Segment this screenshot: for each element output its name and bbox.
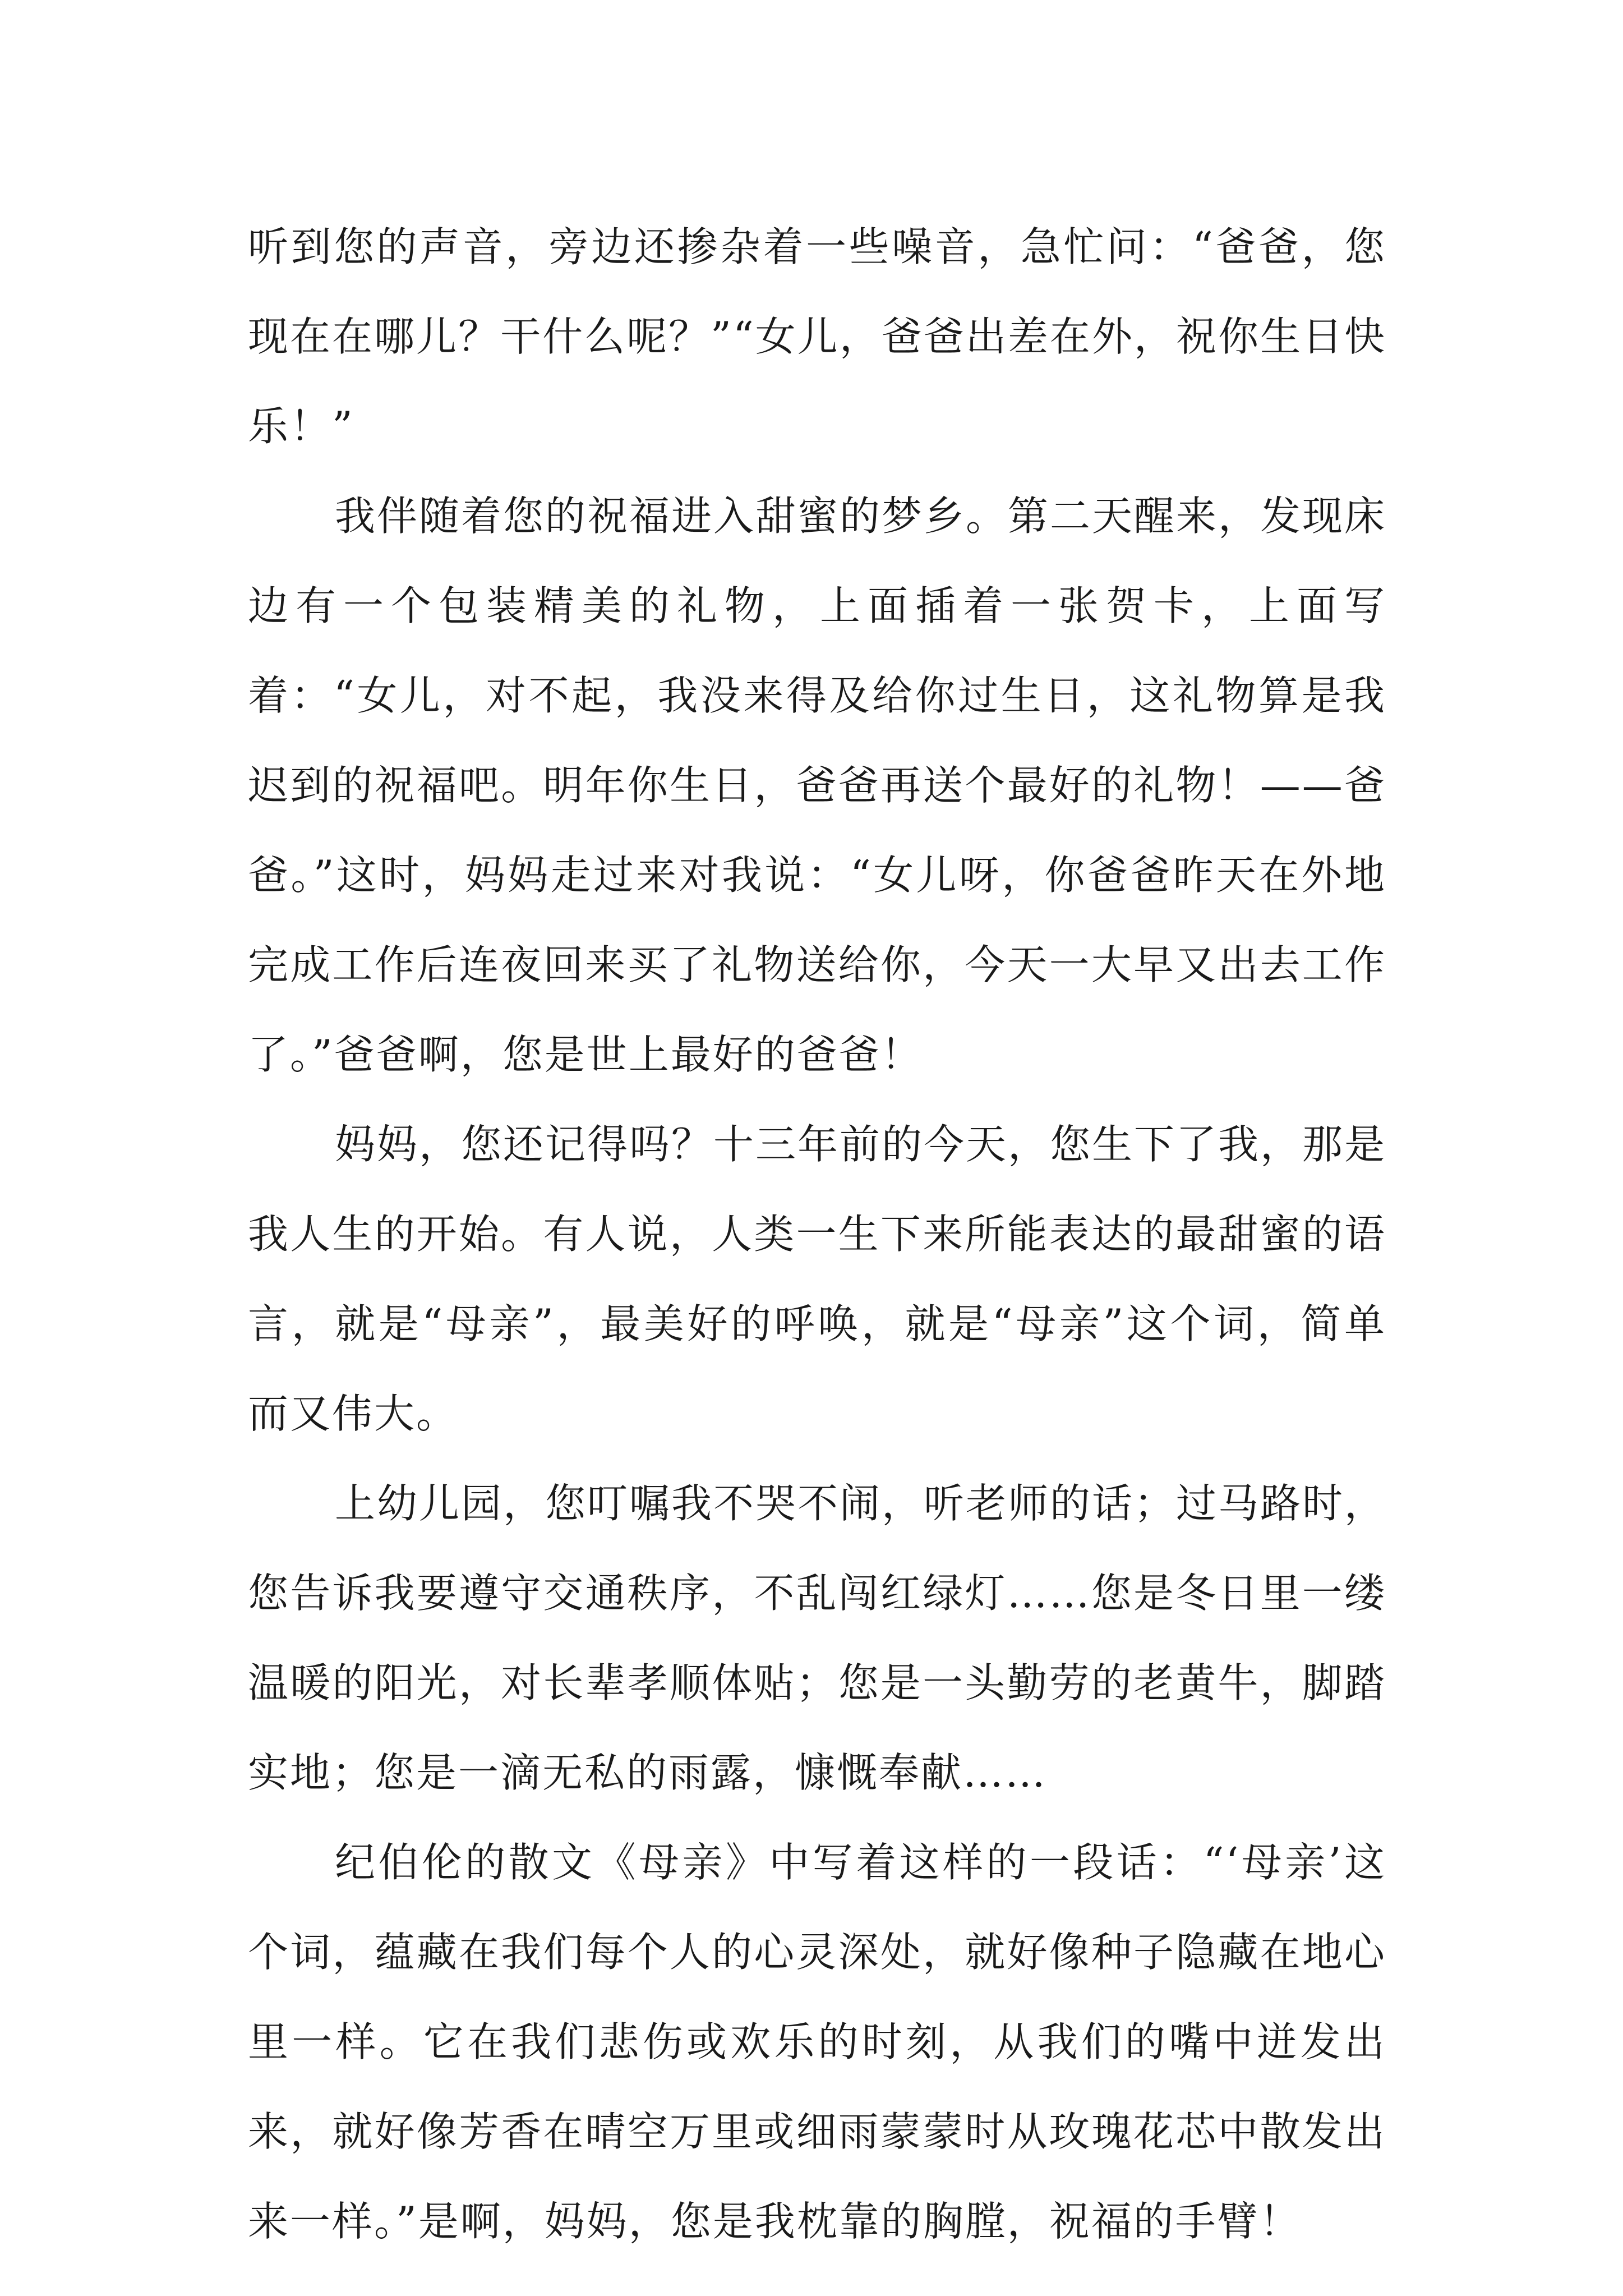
paragraph-mother-birth: 妈妈，您还记得吗？十三年前的今天，您生下了我，那是我人生的开始。有人说，人类一生下来所能表达的最甜蜜的语言，就是“母亲”，最美好的呼唤，就是“母亲”这个词，简单而又伟大。 bbox=[248, 1121, 1387, 1437]
paragraph-continuation: 听到您的声音，旁边还掺杂着一些噪音，急忙问：“爸爸，您现在在哪儿？干什么呢？”“女儿，爸爸出差在外，祝你生日快乐！” bbox=[248, 223, 1386, 450]
paragraph-father-gift: 我伴随着您的祝福进入甜蜜的梦乡。第二天醒来，发现床边有一个包装精美的礼物，上面插着一张贺卡，上面写着：“女儿，对不起，我没来得及给你过生日，这礼物算是我迟到的祝福吧。明年你生日，爸爸再送个最好的礼物！——爸爸。”这时，妈妈走过来对我说：“女儿呀，你爸爸昨天在外地完成工作后连夜回来买了礼物送给你，今天一大早又出去工作了。”爸爸啊，您是世上最好的爸爸！ bbox=[248, 493, 1387, 1078]
document-page bbox=[248, 202, 1386, 2266]
paragraph-kindergarten: 上幼儿园，您叮嘱我不哭不闹，听老师的话；过马路时，您告诉我要遵守交通秩序，不乱闯红绿灯……您是冬日里一缕温暖的阳光，对长辈孝顺体贴；您是一头勤劳的老黄牛，脚踏实地；您是一滴无私的雨露，慷慨奉献…… bbox=[248, 1480, 1387, 1796]
paragraph-gibran-quote: 纪伯伦的散文《母亲》中写着这样的一段话：“‘母亲’这个词，蕴藏在我们每个人的心灵深处，就好像种子隐藏在地心里一样。它在我们悲伤或欢乐的时刻，从我们的嘴中迸发出来，就好像芳香在晴空万里或细雨蒙蒙时从玫瑰花芯中散发出来一样。”是啊，妈妈，您是我枕靠的胸膛，祝福的手臂！ bbox=[248, 1839, 1386, 2245]
